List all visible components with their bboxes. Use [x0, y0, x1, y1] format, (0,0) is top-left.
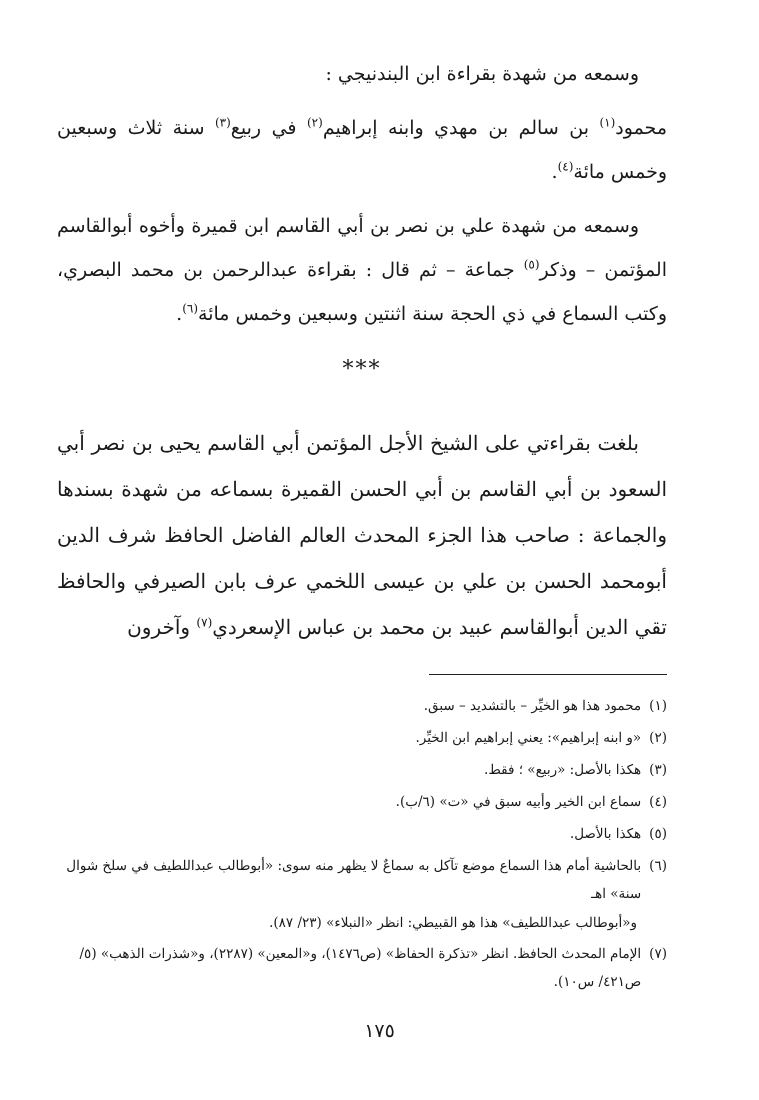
footnote-item: [55, 938, 667, 996]
text-run: بن سالم بن مهدي وابنه إبراهيم: [322, 117, 600, 139]
text-run: بلغت بقراءتي على الشيخ الأجل المؤتمن أبي القاسم يحيى بن نصر أبي السعود بن أبي القاسم بن أبي الحسن القميرة بسماعه من شهدة بسندها والجماعة : صاحب هذا الجزء المحدث العالم الفاضل الحافظ شرف الدين أبومحمد الحسن بن علي بن عيسى اللخمي عرف بابن الصيرفي والحافظ تقي الدين أبوالقاسم عبيد بن محمد بن عباس الإسعردي: [57, 431, 667, 639]
footnote-number: (٤): [649, 794, 667, 810]
paragraph-1: [57, 52, 667, 96]
text-run: وآخرون: [127, 615, 197, 639]
footnote-text: سماع ابن الخير وأبيه سبق في «ت» (٦/ب).: [395, 794, 642, 810]
paragraph-3: [57, 204, 667, 336]
footnote-item: [55, 818, 667, 850]
main-text: [57, 52, 667, 650]
text-run: جماعة – ثم قال : بقراءة عبدالرحمن بن محمد البصري، وكتب السماع في ذي الحجة سنة اثنتين وسبعين وخمس مائة: [57, 259, 667, 325]
paragraph-4: [57, 420, 667, 650]
footnote-item: [55, 754, 667, 786]
footnote-text: بالحاشية أمام هذا السماع موضع تآكل به سماعٌ لا يظهر منه سوى: «أبوطالب عبداللطيف في سلخ شوال سنة» اهـ: [66, 858, 642, 902]
footnote-ref-5[interactable]: (٥): [523, 257, 540, 272]
footnote-text: محمود هذا هو الخيِّر – بالتشديد – سبق.: [423, 698, 642, 714]
text-run: .: [176, 303, 183, 325]
footnote-number: (٧): [649, 946, 667, 962]
footnote-number: (٥): [649, 826, 667, 842]
footnote-ref-3[interactable]: (٣): [214, 115, 231, 130]
footnote-item: [55, 786, 667, 818]
footnotes: [55, 690, 667, 996]
footnote-number: (٣): [649, 762, 667, 778]
footnote-item: [55, 850, 667, 908]
footnote-ref-7[interactable]: (٧): [196, 615, 213, 630]
footnote-divider: [429, 674, 667, 675]
page-number: ١٧٥: [364, 1020, 395, 1042]
text-run: محمود: [615, 117, 667, 139]
footnote-continuation: و«أبوطالب عبداللطيف» هذا هو القبيطي: انظر «النبلاء» (٢٣/ ٨٧).: [269, 915, 637, 931]
footnote-number: (٢): [649, 730, 667, 746]
footnote-ref-4[interactable]: (٤): [557, 159, 574, 174]
text-run: في ربيع: [230, 117, 307, 139]
footnote-ref-6[interactable]: (٦): [182, 301, 199, 316]
footnote-text: هكذا بالأصل.: [569, 826, 642, 842]
paragraph-1-text: وسمعه من شهدة بقراءة ابن البندنيجي :: [325, 63, 639, 85]
text-run: .: [551, 161, 558, 183]
section-separator: ***: [342, 357, 382, 382]
footnote-ref-2[interactable]: (٢): [306, 115, 323, 130]
footnote-text: الإمام المحدث الحافظ. انظر «تذكرة الحفاظ» (ص١٤٧٦)، و«المعين» (٢٢٨٧)، و«شذرات الذهب» (٥/ص٤٢١/ س١٠).: [79, 946, 642, 990]
footnote-number: (٦): [649, 858, 667, 874]
text-run: سنة ثلاث وسبعين وخمس مائة: [57, 117, 667, 183]
footnote-ref-1[interactable]: (١): [599, 115, 616, 130]
footnote-text: هكذا بالأصل: «ربيع» ؛ فقط.: [484, 762, 642, 778]
paragraph-2: [57, 106, 667, 194]
footnote-number: (١): [649, 698, 667, 714]
text-run: وسمعه من شهدة علي بن نصر بن أبي القاسم ابن قميرة وأخوه أبوالقاسم المؤتمن – وذكر: [57, 215, 667, 281]
footnote-text: «و ابنه إبراهيم»: يعني إبراهيم ابن الخيِّر.: [415, 730, 642, 746]
footnote-item: [55, 690, 667, 722]
footnote-item: [55, 722, 667, 754]
